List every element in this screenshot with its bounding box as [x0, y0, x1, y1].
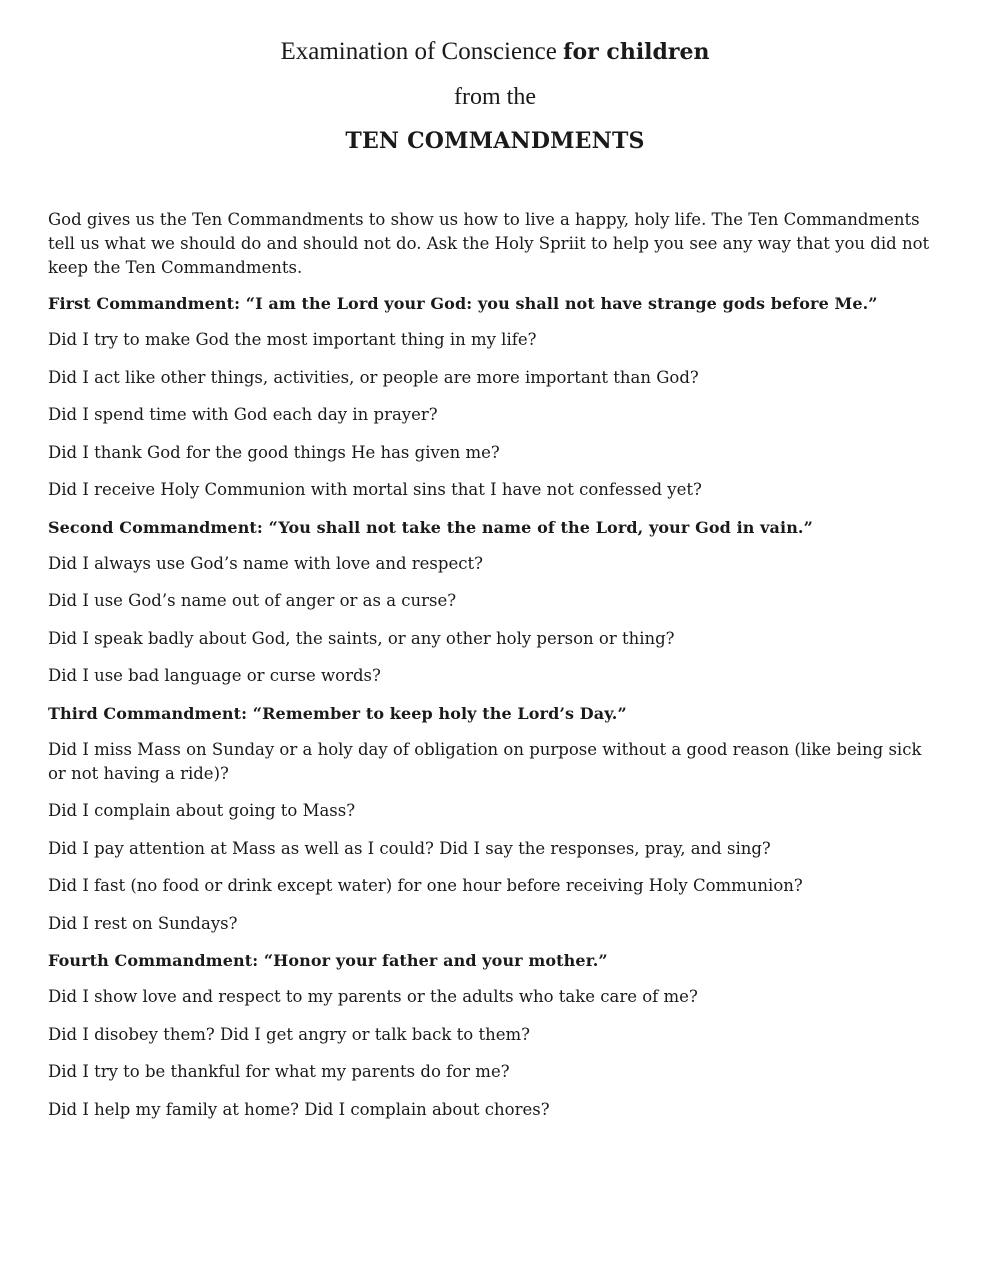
examination-question: Did I receive Holy Communion with mortal sins that I have not confessed yet? [48, 480, 702, 499]
document-heading: TEN COMMANDMENTS [345, 128, 645, 154]
examination-question: Did I try to make God the most important thing in my life? [48, 330, 537, 349]
examination-question: Did I use bad language or curse words? [48, 666, 381, 685]
examination-question: Did I act like other things, activities, or people are more important than God? [48, 367, 699, 387]
commandment-section [48, 292, 938, 502]
commandment-heading: Third Commandment: “Remember to keep holy the Lord’s Day.” [48, 703, 627, 723]
title-prefix: Examination of Conscience [280, 38, 564, 65]
examination-question: Did I try to be thankful for what my parents do for me? [48, 1062, 510, 1081]
commandment-section [48, 702, 938, 936]
title-bold: for children [563, 39, 710, 65]
examination-question: Did I complain about going to Mass? [48, 801, 356, 820]
examination-question: Did I use God’s name out of anger or as a curse? [48, 591, 457, 610]
commandment-section [48, 949, 938, 1122]
examination-question: Did I help my family at home? Did I complain about chores? [48, 1099, 550, 1119]
examination-question: Did I rest on Sundays? [48, 913, 238, 933]
document-subtitle: from the [454, 84, 536, 110]
commandment-sections [48, 292, 938, 1122]
document-body [48, 208, 938, 1135]
examination-question: Did I always use God’s name with love and respect? [48, 553, 483, 573]
examination-question: Did I spend time with God each day in prayer? [48, 405, 438, 424]
examination-question: Did I miss Mass on Sunday or a holy day of obligation on purpose without a good reason (like being sick or not having a ride)? [48, 739, 922, 783]
examination-question: Did I show love and respect to my parents or the adults who take care of me? [48, 987, 698, 1006]
examination-question: Did I disobey them? Did I get angry or talk back to them? [48, 1024, 530, 1044]
examination-question: Did I fast (no food or drink except water) for one hour before receiving Holy Communion? [48, 876, 803, 895]
examination-question: Did I speak badly about God, the saints, or any other holy person or thing? [48, 628, 675, 648]
intro-paragraph: God gives us the Ten Commandments to show us how to live a happy, holy life. The Ten Commandments tell us what we should do and should not do. Ask the Holy Spriit to help you see any way that you did not keep the Ten Commandments. [48, 210, 930, 277]
examination-question: Did I thank God for the good things He has given me? [48, 442, 500, 462]
document-title [0, 38, 990, 66]
examination-question: Did I pay attention at Mass as well as I could? Did I say the responses, pray, and sing? [48, 838, 771, 858]
commandment-heading: Second Commandment: “You shall not take the name of the Lord, your God in vain.” [48, 517, 813, 537]
commandment-heading: First Commandment: “I am the Lord your God: you shall not have strange gods before Me.” [48, 294, 878, 313]
commandment-heading: Fourth Commandment: “Honor your father and your mother.” [48, 951, 608, 970]
commandment-section [48, 516, 938, 689]
